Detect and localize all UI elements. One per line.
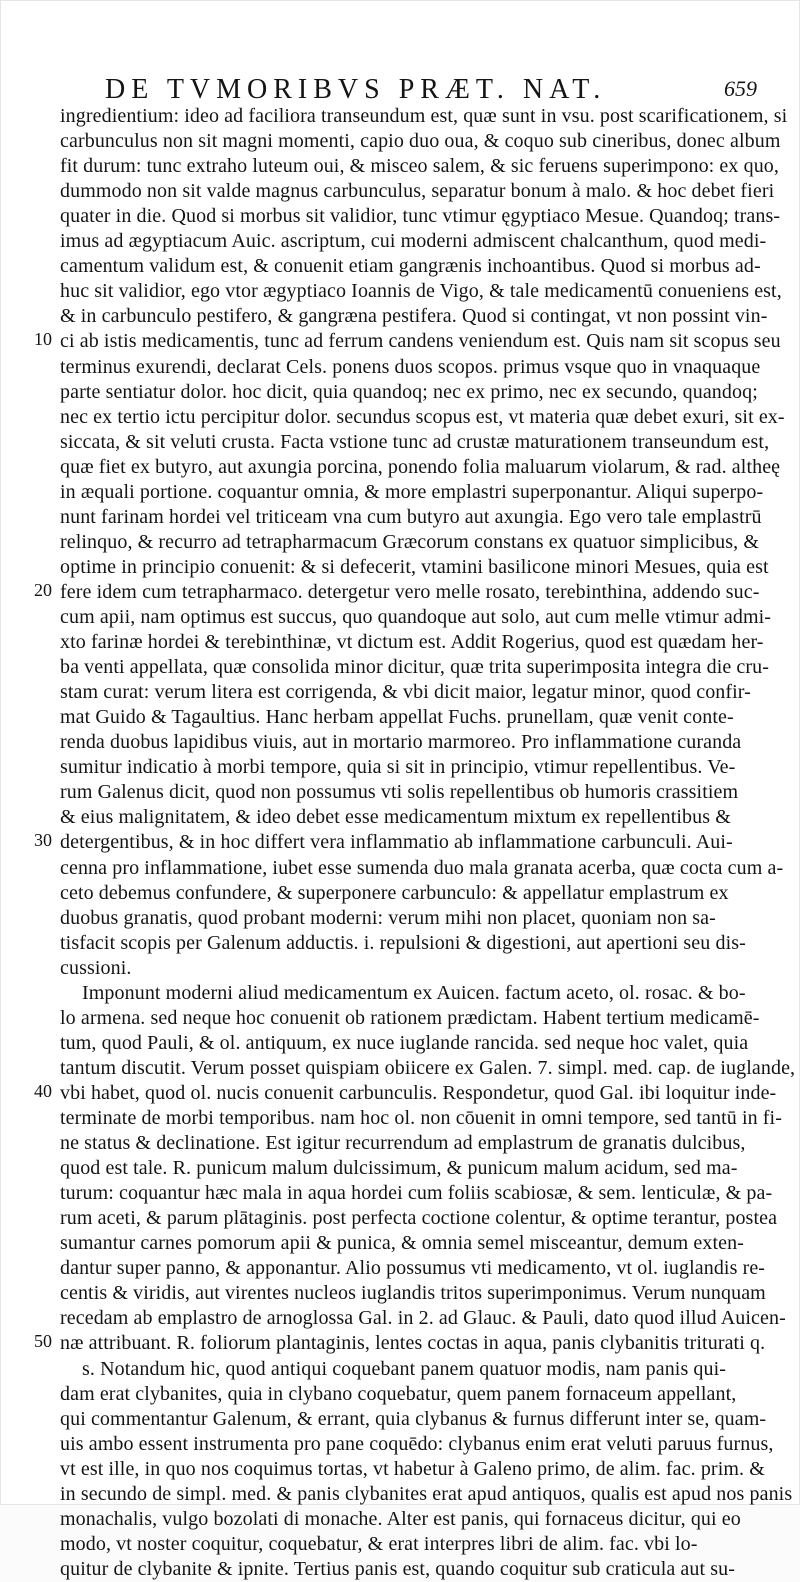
text-line: stam curat: verum litera est corrigenda, & vbi dicit maior, legatur minor, quod confir-	[60, 681, 751, 704]
text-line: monachalis, vulgo bozolati di monache. Alter est panis, qui fornaceus dicitur, qui eo	[60, 1507, 741, 1530]
text-line: parte sentiatur dolor. hoc dicit, quia quandoq; nec ex primo, nec ex secundo, quandoq;	[60, 380, 758, 403]
page-number: 659	[724, 76, 757, 101]
text-line: nunt farinam hordei vel triticeam vna cum butyro aut axungia. Ego vero tale emplastrū	[60, 505, 762, 528]
text-line: ne status & declinatione. Est igitur recurrendum ad emplastrum de granatis dulcibus,	[60, 1132, 746, 1155]
text-line: imus ad ægyptiacum Auic. ascriptum, cui moderni admiscent chalcanthum, quod medi-	[60, 230, 767, 253]
margin-line-number: 20	[34, 579, 52, 600]
text-line: renda duobus lapidibus viuis, aut in mortario marmoreo. Pro inflammatione curanda	[60, 731, 742, 754]
text-line: Imponunt moderni aliud medicamentum ex Auicen. factum aceto, ol. rosac. & bo-	[82, 981, 746, 1004]
text-line: ba venti appellata, quæ consolida minor dicitur, quæ trita superimposita integra die cru-	[60, 656, 770, 679]
text-line: recedam ab emplastro de arnoglossa Gal. in 2. ad Glauc. & Pauli, dato quod illud Auicen-	[60, 1307, 786, 1330]
text-line: quitur de clybanite & ipnite. Tertius panis est, quando coquitur sub craticula aut su-	[60, 1557, 736, 1580]
text-line: ingredientium: ideo ad faciliora transeundum est, quæ sunt in vsu. post scarificationem, si	[60, 105, 788, 127]
text-line: ceto debemus confundere, & superponere carbunculo: & appellatur emplastrum ex	[60, 881, 729, 904]
text-line: vt est ille, in quo nos coquimus tortas, vt habetur à Galeno primo, de alim. fac. prim. &	[60, 1457, 765, 1480]
text-line: modo, vt noster coquitur, coquebatur, & erat interpres libri de alim. fac. vbi lo-	[60, 1532, 698, 1555]
text-line: sumitur indicatio à morbi tempore, quia si sit in principio, vtimur repellentibus. Ve-	[60, 756, 736, 779]
text-line: ci ab istis medicamentis, tunc ad ferrum candens veniendum est. Quis nam sit scopus seu	[60, 330, 781, 353]
text-line: terminus exurendi, declarat Cels. ponens duos scopos. primus vsque quo in vnaquaque	[60, 355, 761, 378]
text-line: detergentibus, & in hoc differt vera inflammatio ab inflammatione carbunculi. Aui-	[60, 831, 733, 854]
text-line: in æquali portione. coquantur omnia, & more emplastri superponantur. Aliqui superpo-	[60, 480, 764, 503]
text-line: fit durum: tunc extraho luteum oui, & misceo salem, & sic feruens superimpono: ex quo,	[60, 155, 780, 178]
text-line: tum, quod Pauli, & ol. antiquum, ex nuce iuglande rancida. sed neque hoc valet, quia	[60, 1031, 749, 1054]
running-head: DE TVMORIBVS PRÆT. NAT.	[105, 74, 607, 105]
text-line: uis ambo essent instrumenta pro pane coquēdo: clybanus enim erat veluti paruus furnus,	[60, 1432, 774, 1455]
text-line: duobus granatis, quod probant moderni: verum mihi non placet, quoniam non sa-	[60, 906, 716, 929]
text-line: terminate de morbi temporibus. nam hoc ol. non cōuenit in omni tempore, sed tantū in fi-	[60, 1107, 782, 1129]
margin-line-number: 10	[34, 329, 52, 350]
text-line: dummodo non sit valde magnus carbunculus, separatur bonum à malo. & hoc debet fieri	[60, 180, 775, 203]
text-line: dantur super panno, & apponantur. Alio possumus vti medicamento, vt ol. iuglandis re-	[60, 1257, 766, 1280]
text-line: quæ fiet ex butyro, aut axungia porcina, ponendo folia maluarum violarum, & rad. altheę	[60, 455, 781, 478]
text-line: carbunculus non sit magni momenti, capio duo oua, & coquo sub cineribus, donec album	[60, 130, 781, 153]
margin-line-number: 40	[34, 1080, 52, 1101]
text-line: rum Galenus dicit, quod non possumus vti solis repellentibus ob humoris crassitiem	[60, 781, 739, 804]
text-line: vbi habet, quod ol. nucis conuenit carbunculis. Respondetur, quod Gal. ibi loquitur inde-	[60, 1081, 777, 1104]
text-line: & in carbunculo pestifero, & gangræna pestifera. Quod si contingat, vt non possint vin-	[60, 305, 768, 328]
text-line: cenna pro inflammatione, iubet esse sumenda duo mala granata acerba, quæ cocta cum a-	[60, 856, 784, 879]
text-line: xto farinæ hordei & terebinthinæ, vt dictum est. Addit Rogerius, quod est quædam her-	[60, 631, 764, 654]
text-line: qui commentantur Galenum, & errant, quia clybanus & furnus differunt inter se, quam-	[60, 1407, 767, 1430]
text-line: nec ex tertio ictu percipitur dolor. secundus scopus est, vt materia quæ debet exuri, sit ex-	[60, 405, 785, 428]
text-line: cum apii, nam optimus est succus, quo quandoque aut solo, aut cum melle vtimur admi-	[60, 606, 772, 628]
text-line: in secundo de simpl. med. & panis clybanites erat apud antiquos, qualis est apud nos panis	[60, 1482, 793, 1505]
text-line: sumantur carnes pomorum apii & punica, & omnia semel misceantur, demum exten-	[60, 1232, 744, 1255]
text-line: tisfacit scopis per Galenum adductis. i. repulsioni & digestioni, aut apertioni seu dis-	[60, 931, 746, 954]
text-line: turum: coquantur hæc mala in aqua hordei cum foliis scabiosæ, & sem. lenticulæ, & pa-	[60, 1182, 773, 1205]
text-line: huc sit validior, ego vtor ægyptiaco Ioannis de Vigo, & tale medicamentū conueniens est,	[60, 280, 782, 303]
text-line: & eius malignitatem, & ideo debet esse medicamentum mixtum ex repellentibus &	[60, 806, 731, 829]
text-line: siccata, & sit veluti crusta. Facta vstione tunc ad crustæ maturationem transeundum est,	[60, 430, 770, 453]
text-line: fere idem cum tetrapharmaco. detergetur vero melle rosato, terebinthina, addendo suc-	[60, 580, 760, 603]
main-text-block	[34, 104, 796, 1580]
text-line: camentum validum est, & conuenit etiam gangrænis inchoantibus. Quod si morbus ad-	[60, 255, 761, 278]
text-line: optime in principio conuenit: & si defecerit, vtamini basilicone minori Mesues, quia est	[60, 555, 769, 578]
text-line: quod est tale. R. punicum malum dulcissimum, & punicum malum acidum, sed ma-	[60, 1157, 738, 1180]
text-line: lo armena. sed neque hoc conuenit ob rationem prædictam. Habent tertium medicamē-	[60, 1006, 760, 1029]
text-line: mat Guido & Tagaultius. Hanc herbam appellat Fuchs. prunellam, quæ venit conte-	[60, 706, 734, 729]
text-line: dam erat clybanites, quia in clybano coquebatur, quem panem fornaceum appellant,	[60, 1382, 737, 1405]
text-line: s. Notandum hic, quod antiqui coquebant panem quatuor modis, nam panis qui-	[82, 1357, 727, 1380]
page-header	[105, 74, 757, 108]
text-line: næ attribuant. R. foliorum plantaginis, lentes coctas in aqua, panis clybanitis triturati q.	[60, 1332, 766, 1355]
text-line: cussioni.	[60, 956, 132, 979]
text-line: rum aceti, & parum plātaginis. post perfecta coctione colentur, & optime terantur, postea	[60, 1207, 778, 1230]
text-line: relinquo, & recurro ad tetrapharmacum Græcorum constans ex quatuor simplicibus, &	[60, 530, 760, 553]
text-line: quater in die. Quod si morbus sit validior, tunc vtimur ęgyptiaco Mesue. Quandoq; trans-	[60, 205, 781, 228]
margin-line-number: 50	[34, 1331, 52, 1352]
margin-line-number: 30	[34, 830, 52, 851]
text-line: centis & viridis, aut virentes nucleos iuglandis tritos superimponimus. Verum nunquam	[60, 1282, 766, 1305]
text-line: tantum discutit. Verum posset quispiam obiicere ex Galen. 7. simpl. med. cap. de iuglande,	[60, 1056, 796, 1079]
